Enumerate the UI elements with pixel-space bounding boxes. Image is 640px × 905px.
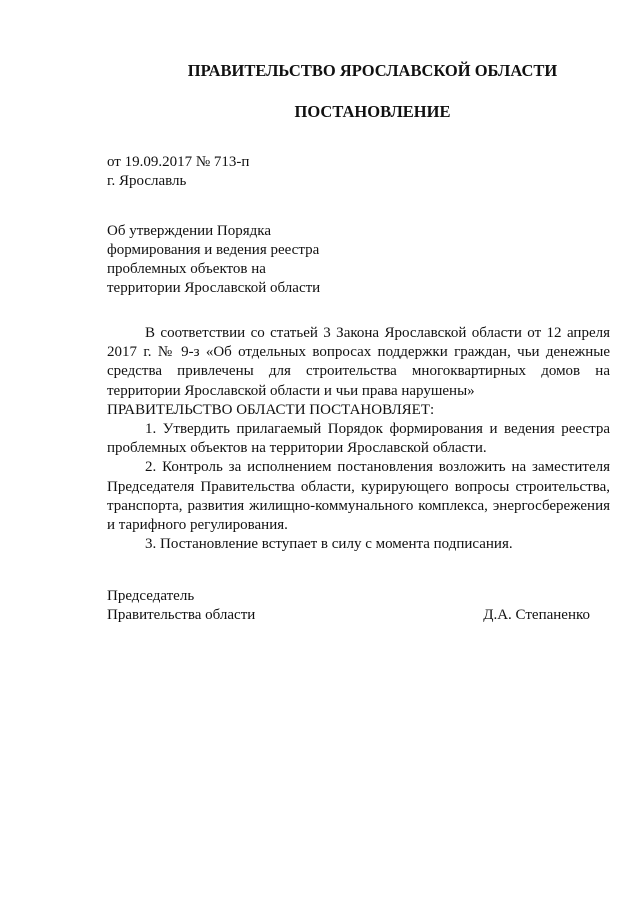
document-date-number: от 19.09.2017 № 713-п — [107, 154, 250, 170]
document-subject — [107, 222, 357, 298]
document-type-title: ПОСТАНОВЛЕНИЕ — [294, 102, 451, 121]
subject-line: Об утверждении Порядка — [107, 223, 271, 239]
signature-block — [107, 587, 590, 625]
preamble-paragraph: В соответствии со статьей 3 Закона Ярославской области от 12 апреля 2017 г. № 9-з «Об отдельных вопросах поддержки граждан, чьи денежные средства привлечены для строительства многоквартирных домов на территории Ярославской области и чьи права нарушены» — [107, 325, 610, 399]
signatory-name: Д.А. Степаненко — [483, 607, 590, 623]
resolves-heading: ПРАВИТЕЛЬСТВО ОБЛАСТИ ПОСТАНОВЛЯЕТ: — [107, 401, 435, 418]
subject-line: проблемных объектов на — [107, 261, 266, 277]
organization-title: ПРАВИТЕЛЬСТВО ЯРОСЛАВСКОЙ ОБЛАСТИ — [187, 61, 558, 80]
resolution-item: 1. Утвердить прилагаемый Порядок формирования и ведения реестра проблемных объектов на территории Ярославской области. — [107, 421, 610, 457]
resolution-item: 3. Постановление вступает в силу с момента подписания. — [145, 536, 513, 553]
subject-line: территории Ярославской области — [107, 280, 321, 296]
document-city: г. Ярославль — [107, 173, 187, 189]
signatory-position-line2: Правительства области — [107, 607, 256, 623]
signatory-position-line1: Председатель — [107, 588, 195, 604]
document-meta — [107, 153, 249, 191]
document-body — [107, 324, 610, 554]
subject-line: формирования и ведения реестра — [107, 242, 320, 258]
resolution-item: 2. Контроль за исполнением постановления возложить на заместителя Председателя Правительства области, курирующего вопросы строительства, транспорта, развития жилищно-коммунального комплекса, энергосбережения и тарифного регулирования. — [107, 459, 610, 534]
